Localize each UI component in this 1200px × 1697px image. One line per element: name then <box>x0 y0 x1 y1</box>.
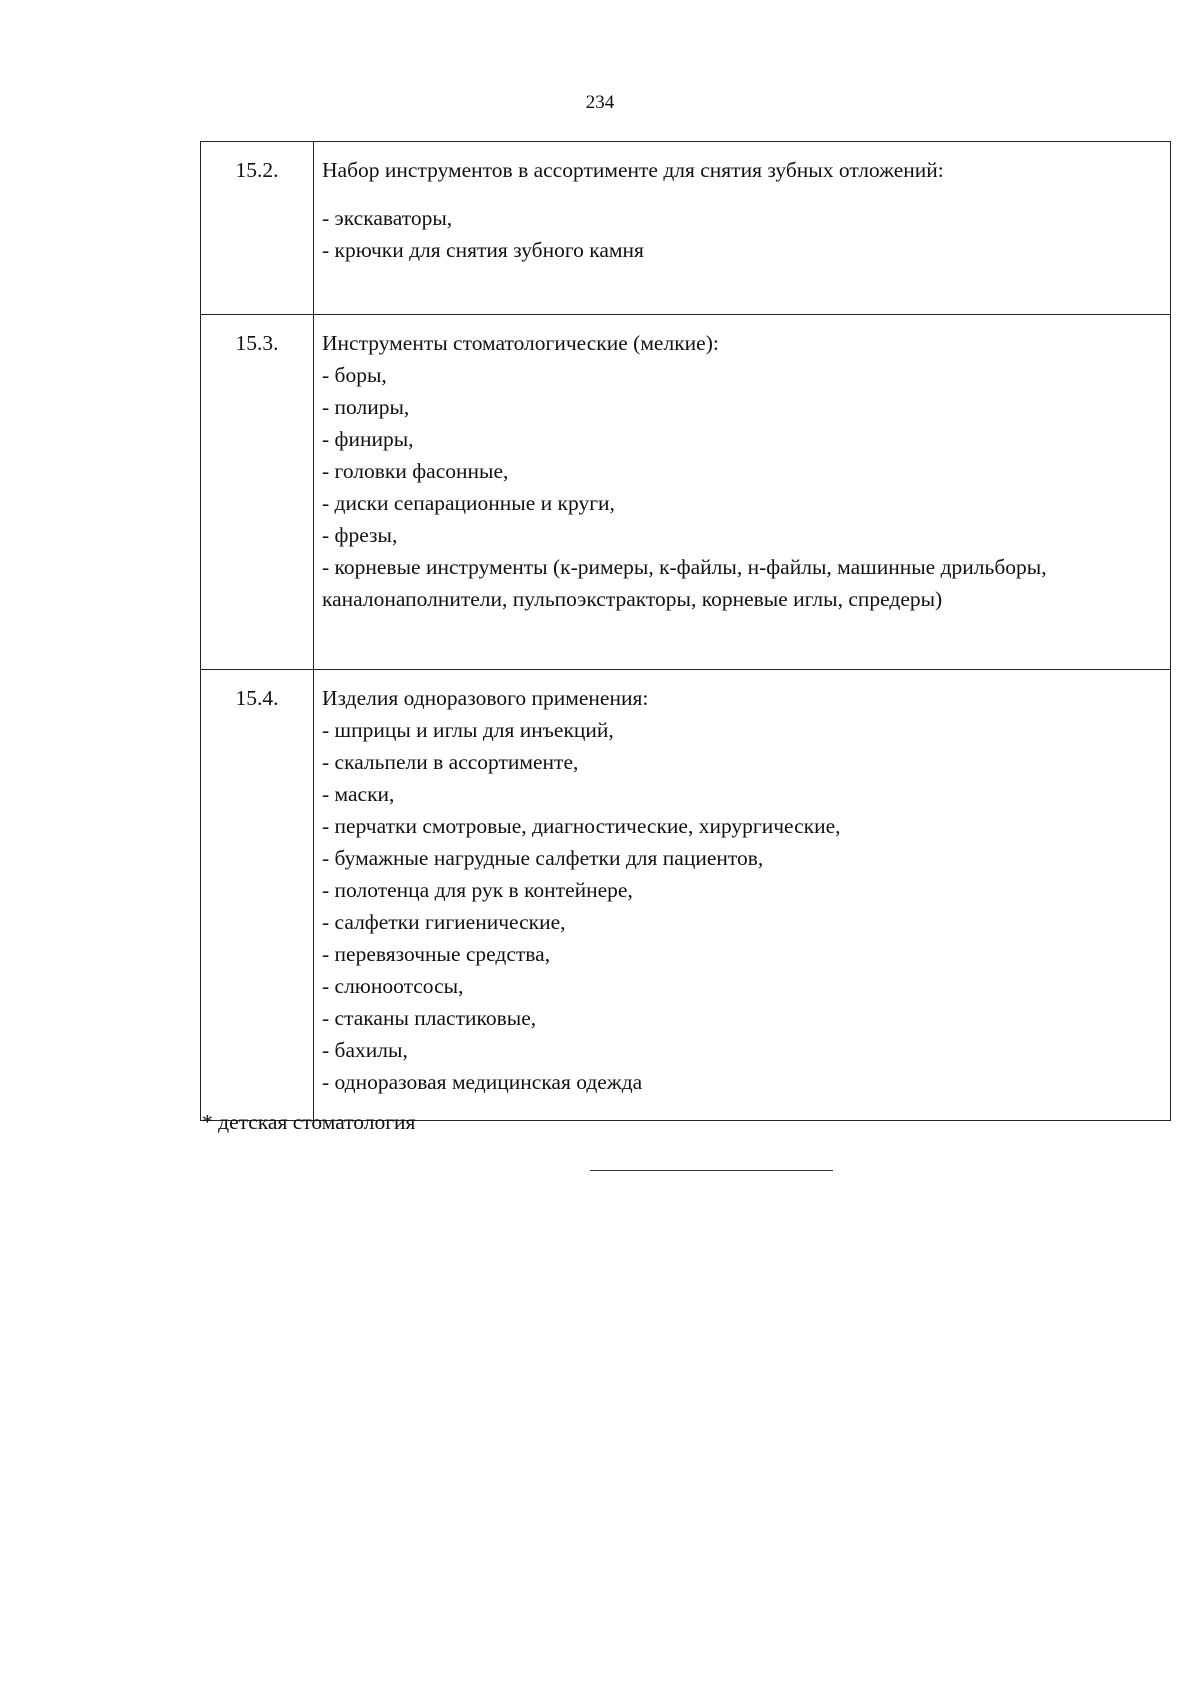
row-number: 15.4. <box>201 670 314 1121</box>
equipment-table <box>200 141 1171 1121</box>
list-item: - стаканы пластиковые, <box>322 1006 537 1030</box>
list-item: - полиры, <box>322 395 410 419</box>
item-list <box>322 202 1152 266</box>
table-row <box>201 315 1171 670</box>
list-item: - боры, <box>322 363 387 387</box>
row-content <box>314 315 1171 670</box>
row-content <box>314 670 1171 1121</box>
item-list <box>322 359 1152 615</box>
list-item: - слюноотсосы, <box>322 974 464 998</box>
list-item: - перевязочные средства, <box>322 942 551 966</box>
row-number: 15.2. <box>201 142 314 315</box>
row-title: Изделия одноразового применения: <box>322 686 649 710</box>
list-item: - одноразовая медицинская одежда <box>322 1070 643 1094</box>
list-item: - салфетки гигиенические, <box>322 910 566 934</box>
row-title: Набор инструментов в ассортименте для снятия зубных отложений: <box>322 158 944 182</box>
row-title: Инструменты стоматологические (мелкие): <box>322 331 719 355</box>
list-item: - бахилы, <box>322 1038 408 1062</box>
table-row <box>201 670 1171 1121</box>
list-item: - скальпели в ассортименте, <box>322 750 579 774</box>
list-item: - шприцы и иглы для инъекций, <box>322 718 614 742</box>
page-number: 234 <box>585 92 615 113</box>
list-item: - головки фасонные, <box>322 459 509 483</box>
list-item: - диски сепарационные и круги, <box>322 491 615 515</box>
list-item: - бумажные нагрудные салфетки для пациентов, <box>322 846 764 870</box>
list-item: - полотенца для рук в контейнере, <box>322 878 633 902</box>
list-item: - перчатки смотровые, диагностические, хирургические, <box>322 814 841 838</box>
list-item: - экскаваторы, <box>322 206 453 230</box>
list-item: - маски, <box>322 782 395 806</box>
list-item: - финиры, <box>322 427 414 451</box>
list-item: - фрезы, <box>322 523 398 547</box>
row-content <box>314 142 1171 315</box>
table-row <box>201 142 1171 315</box>
list-item: - крючки для снятия зубного камня <box>322 238 644 262</box>
item-list <box>322 714 1152 1098</box>
list-item: - корневые инструменты (к-римеры, к-файлы, н-файлы, машинные дрильборы, каналонаполнители, пульпоэкстракторы, корневые иглы, спредеры) <box>322 555 1047 611</box>
row-number: 15.3. <box>201 315 314 670</box>
end-divider <box>590 1170 833 1171</box>
footnote: * детская стоматология <box>202 1110 416 1134</box>
